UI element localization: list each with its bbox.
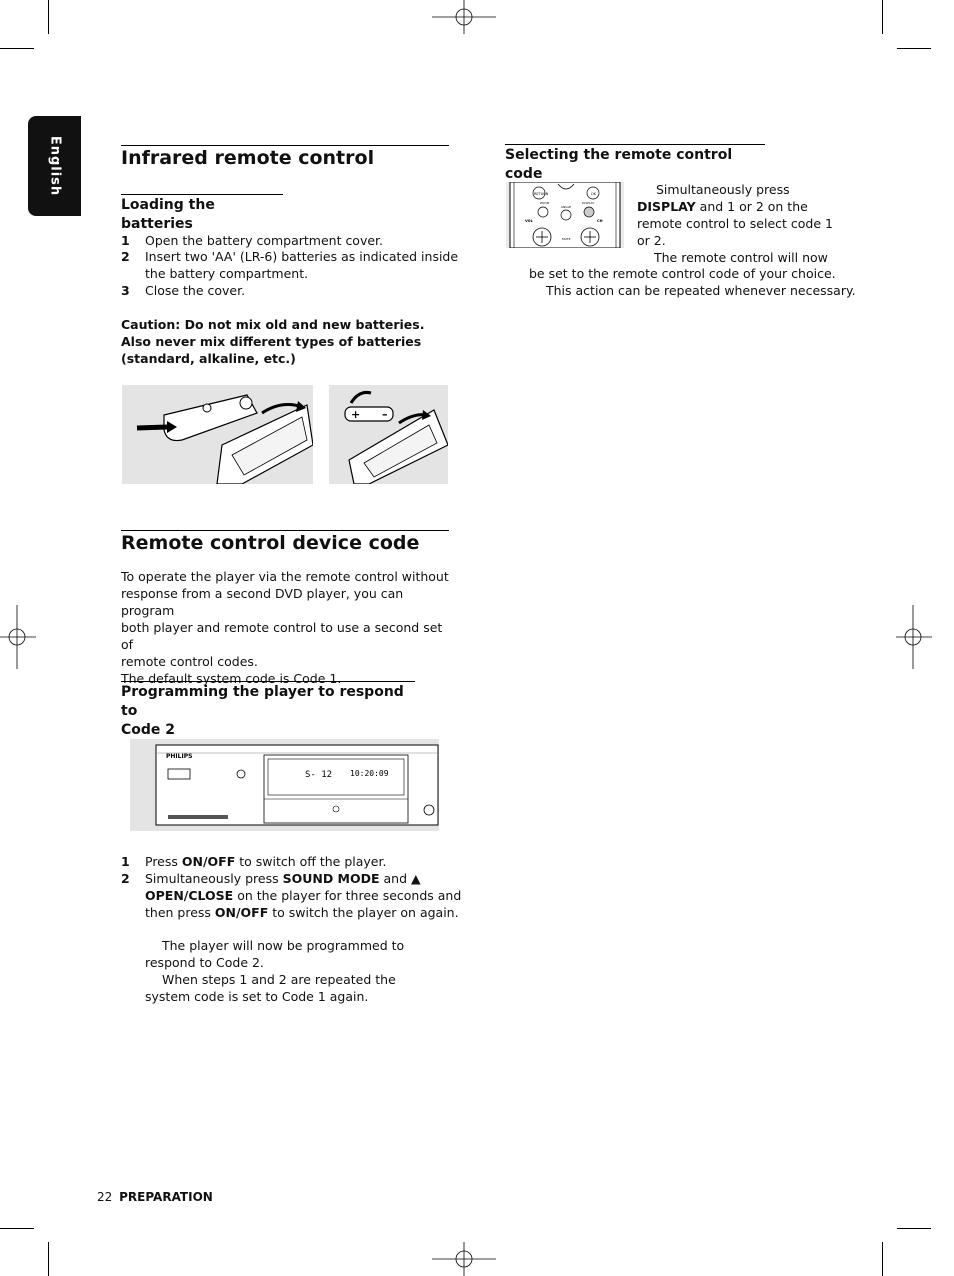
remote-label: CH — [597, 219, 603, 223]
crop-mark — [0, 1228, 34, 1229]
remote-label: DISPLAY — [582, 201, 595, 205]
intro-line: To operate the player via the remote control without — [121, 569, 449, 584]
step-text: Insert two 'AA' (LR-6) batteries as indicated inside the battery compartment. — [145, 249, 459, 281]
list-item — [121, 232, 465, 249]
battery-cover-illustration — [122, 385, 313, 484]
section-name: PREPARATION — [119, 1190, 213, 1204]
crop-mark — [897, 1228, 931, 1229]
crop-mark — [48, 1242, 49, 1276]
caution-text: Caution: Do not mix old and new batteries. Also never mix different types of batteries (standard, alkaline, etc.) — [121, 317, 425, 366]
remote-control-illustration — [506, 182, 624, 248]
player-display-right: 10:20:09 — [350, 769, 389, 778]
step-number: 2 — [121, 249, 130, 264]
list-item — [121, 870, 465, 921]
step-number: 2 — [121, 871, 130, 886]
player-display-left: S- 12 — [305, 770, 333, 780]
remote-label: ZOOM — [540, 201, 550, 205]
step-text: Simultaneously press — [145, 871, 283, 886]
selecting-instructions — [637, 181, 837, 266]
step-text: and ▲ — [379, 871, 421, 886]
list-item — [121, 853, 465, 870]
battery-minus-label: – — [382, 408, 388, 421]
battery-insert-illustration — [329, 385, 448, 484]
result-note: The player will now be programmed to respond to Code 2. — [145, 938, 405, 970]
list-item — [121, 248, 465, 282]
step-number: 3 — [121, 283, 130, 298]
instruction-line: This action can be repeated whenever necessary. — [546, 283, 856, 298]
step-key: OPEN/CLOSE — [145, 888, 234, 903]
instruction-key: DISPLAY — [637, 199, 696, 214]
step-text: to switch the player on again. — [268, 905, 459, 920]
instruction-line: The remote control will now — [654, 250, 828, 265]
crop-mark — [882, 1242, 883, 1276]
step-key: ON/OFF — [214, 905, 269, 920]
section-title-device-code: Remote control device code — [121, 530, 449, 554]
registration-mark-top — [432, 0, 496, 36]
list-item — [121, 282, 465, 299]
crop-mark — [882, 0, 883, 34]
language-tab — [28, 116, 81, 216]
instruction-line: be set to the remote control code of your choice. — [529, 266, 836, 281]
crop-mark — [0, 48, 34, 49]
section-title-infrared: Infrared remote control — [121, 145, 449, 169]
crop-mark — [48, 0, 49, 34]
instruction-line: remote control to select code 1 — [637, 216, 833, 231]
subsection-title-selecting: Selecting the remote control code — [505, 144, 765, 184]
instruction-text: and 1 or 2 on the — [695, 199, 808, 214]
step-text: Close the cover. — [145, 283, 246, 298]
page-footer — [97, 1190, 213, 1204]
step-key: ON/OFF — [181, 854, 236, 869]
instruction-line: Simultaneously press — [656, 182, 790, 197]
step-key: SOUND MODE — [282, 871, 380, 886]
remote-label: OK — [591, 192, 597, 196]
subsection-title-line: Code 2 — [121, 722, 176, 738]
subsection-title-programming — [121, 681, 415, 740]
instruction-line: or 2. — [637, 233, 666, 248]
intro-paragraph — [121, 568, 451, 687]
step-number: 1 — [121, 854, 130, 869]
player-front-panel-illustration — [130, 739, 439, 831]
crop-mark — [897, 48, 931, 49]
step-text: Press — [145, 854, 182, 869]
player-brand: PHILIPS — [166, 753, 193, 760]
intro-line: response from a second DVD player, you can program — [121, 586, 404, 618]
intro-line: both player and remote control to use a second set of — [121, 620, 443, 652]
instruction-line — [637, 198, 837, 215]
remote-label: RETURN — [534, 192, 549, 196]
intro-line: remote control codes. — [121, 654, 258, 669]
step-text: on the player for three seconds and then press — [145, 888, 462, 920]
subsection-title-loading: Loading the batteries — [121, 194, 283, 234]
registration-mark-bottom — [432, 1240, 496, 1276]
page-number: 22 — [97, 1190, 113, 1204]
remote-label: VOL — [525, 219, 533, 223]
remote-label: MUTE — [562, 237, 571, 241]
result-note: When steps 1 and 2 are repeated the system code is set to Code 1 again. — [145, 972, 396, 1004]
step-text: Open the battery compartment cover. — [145, 233, 384, 248]
battery-plus-label: + — [351, 408, 361, 421]
remote-label: ANGLE — [561, 205, 572, 209]
step-text: to switch off the player. — [235, 854, 387, 869]
step-number: 1 — [121, 233, 130, 248]
registration-mark-left — [0, 605, 36, 669]
registration-mark-right — [896, 605, 932, 669]
subsection-title-line: Programming the player to respond to — [121, 684, 404, 719]
intro-line: The default system code is Code 1. — [121, 671, 342, 686]
language-tab-label: English — [47, 135, 62, 197]
